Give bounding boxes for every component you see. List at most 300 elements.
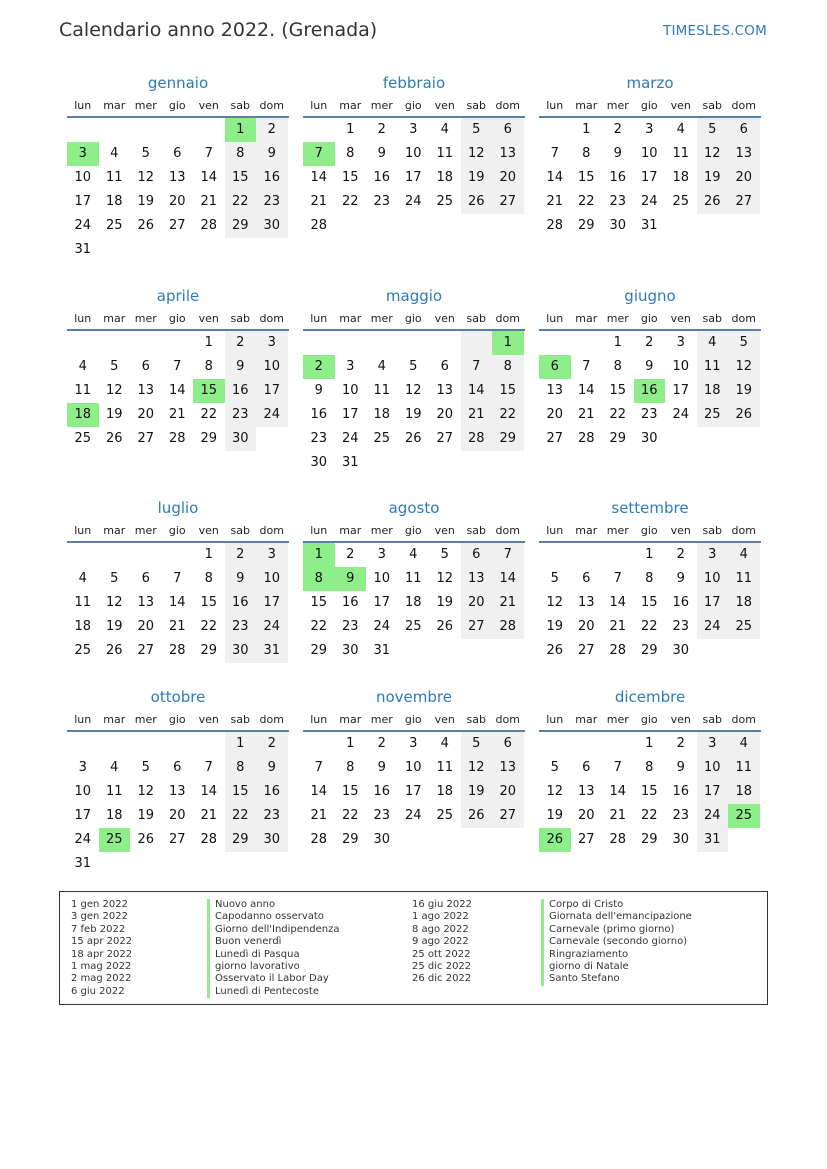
day-cell[interactable]: 17 <box>404 170 422 185</box>
day-cell[interactable]: 7 <box>303 142 335 166</box>
day-cell[interactable]: 20 <box>137 407 155 422</box>
day-cell[interactable]: 26 <box>404 431 422 446</box>
day-cell[interactable]: 7 <box>492 543 524 567</box>
day-cell[interactable]: 15 <box>341 784 359 799</box>
day-cell[interactable]: 6 <box>461 543 493 567</box>
day-cell[interactable]: 22 <box>640 808 658 823</box>
day-cell[interactable]: 3 <box>346 359 355 374</box>
day-cell[interactable]: 19 <box>137 808 155 823</box>
day-cell[interactable]: 24 <box>74 832 92 847</box>
day-cell[interactable]: 18 <box>373 407 391 422</box>
day-cell[interactable]: 19 <box>697 166 729 190</box>
day-cell[interactable]: 25 <box>672 194 690 209</box>
day-cell[interactable]: 5 <box>141 760 150 775</box>
day-cell[interactable]: 19 <box>461 780 493 804</box>
day-cell[interactable]: 23 <box>225 615 257 639</box>
day-cell[interactable]: 27 <box>577 832 595 847</box>
day-cell[interactable]: 29 <box>640 832 658 847</box>
day-cell[interactable]: 24 <box>373 619 391 634</box>
day-cell[interactable]: 20 <box>577 808 595 823</box>
day-cell[interactable]: 6 <box>141 359 150 374</box>
day-cell[interactable]: 19 <box>461 166 493 190</box>
day-cell[interactable]: 9 <box>377 760 386 775</box>
day-cell[interactable]: 28 <box>310 832 328 847</box>
day-cell[interactable]: 17 <box>404 784 422 799</box>
day-cell[interactable]: 5 <box>550 571 559 586</box>
day-cell[interactable]: 15 <box>200 595 218 610</box>
day-cell[interactable]: 22 <box>640 619 658 634</box>
day-cell[interactable]: 28 <box>200 218 218 233</box>
day-cell[interactable]: 25 <box>728 804 760 828</box>
day-cell[interactable]: 1 <box>303 543 335 567</box>
day-cell[interactable]: 30 <box>373 832 391 847</box>
day-cell[interactable]: 1 <box>225 732 257 756</box>
day-cell[interactable]: 11 <box>105 170 123 185</box>
day-cell[interactable]: 11 <box>404 571 422 586</box>
day-cell[interactable]: 10 <box>256 567 288 591</box>
day-cell[interactable]: 11 <box>672 146 690 161</box>
day-cell[interactable]: 28 <box>577 431 595 446</box>
day-cell[interactable]: 22 <box>200 407 218 422</box>
day-cell[interactable]: 26 <box>105 431 123 446</box>
day-cell[interactable]: 6 <box>173 146 182 161</box>
day-cell[interactable]: 30 <box>225 639 257 663</box>
day-cell[interactable]: 22 <box>225 804 257 828</box>
day-cell[interactable]: 19 <box>546 619 564 634</box>
day-cell[interactable]: 13 <box>492 142 524 166</box>
day-cell[interactable]: 6 <box>728 118 760 142</box>
day-cell[interactable]: 25 <box>105 218 123 233</box>
day-cell[interactable]: 26 <box>539 828 571 852</box>
day-cell[interactable]: 13 <box>168 784 186 799</box>
day-cell[interactable]: 1 <box>204 547 213 562</box>
day-cell[interactable]: 27 <box>492 190 524 214</box>
day-cell[interactable]: 31 <box>373 643 391 658</box>
day-cell[interactable]: 24 <box>404 194 422 209</box>
day-cell[interactable]: 12 <box>461 756 493 780</box>
day-cell[interactable]: 13 <box>168 170 186 185</box>
day-cell[interactable]: 6 <box>141 571 150 586</box>
day-cell[interactable]: 21 <box>492 591 524 615</box>
day-cell[interactable]: 27 <box>168 832 186 847</box>
day-cell[interactable]: 9 <box>676 571 685 586</box>
day-cell[interactable]: 31 <box>697 828 729 852</box>
day-cell[interactable]: 8 <box>225 756 257 780</box>
day-cell[interactable]: 30 <box>225 427 257 451</box>
day-cell[interactable]: 10 <box>404 146 422 161</box>
day-cell[interactable]: 1 <box>645 547 654 562</box>
day-cell[interactable]: 30 <box>310 455 328 470</box>
day-cell[interactable]: 7 <box>613 571 622 586</box>
day-cell[interactable]: 8 <box>204 359 213 374</box>
day-cell[interactable]: 15 <box>640 595 658 610</box>
day-cell[interactable]: 16 <box>609 170 627 185</box>
day-cell[interactable]: 17 <box>341 407 359 422</box>
day-cell[interactable]: 26 <box>546 643 564 658</box>
day-cell[interactable]: 16 <box>373 170 391 185</box>
day-cell[interactable]: 8 <box>225 142 257 166</box>
day-cell[interactable]: 17 <box>672 383 690 398</box>
day-cell[interactable]: 22 <box>200 619 218 634</box>
day-cell[interactable]: 2 <box>346 547 355 562</box>
day-cell[interactable]: 2 <box>676 547 685 562</box>
day-cell[interactable]: 22 <box>310 619 328 634</box>
day-cell[interactable]: 13 <box>137 595 155 610</box>
day-cell[interactable]: 31 <box>256 639 288 663</box>
day-cell[interactable]: 9 <box>256 142 288 166</box>
day-cell[interactable]: 24 <box>672 407 690 422</box>
day-cell[interactable]: 17 <box>74 194 92 209</box>
day-cell[interactable]: 2 <box>645 335 654 350</box>
day-cell[interactable]: 4 <box>676 122 685 137</box>
day-cell[interactable]: 14 <box>461 379 493 403</box>
day-cell[interactable]: 3 <box>645 122 654 137</box>
day-cell[interactable]: 23 <box>310 431 328 446</box>
day-cell[interactable]: 16 <box>341 595 359 610</box>
day-cell[interactable]: 11 <box>74 595 92 610</box>
day-cell[interactable]: 11 <box>436 146 454 161</box>
day-cell[interactable]: 10 <box>74 784 92 799</box>
day-cell[interactable]: 29 <box>492 427 524 451</box>
day-cell[interactable]: 27 <box>461 615 493 639</box>
day-cell[interactable]: 1 <box>645 736 654 751</box>
day-cell[interactable]: 13 <box>728 142 760 166</box>
day-cell[interactable]: 19 <box>404 407 422 422</box>
day-cell[interactable]: 23 <box>373 194 391 209</box>
day-cell[interactable]: 30 <box>672 832 690 847</box>
day-cell[interactable]: 25 <box>697 403 729 427</box>
day-cell[interactable]: 3 <box>78 760 87 775</box>
day-cell[interactable]: 20 <box>546 407 564 422</box>
day-cell[interactable]: 2 <box>225 331 257 355</box>
day-cell[interactable]: 7 <box>173 359 182 374</box>
day-cell[interactable]: 3 <box>377 547 386 562</box>
day-cell[interactable]: 27 <box>546 431 564 446</box>
day-cell[interactable]: 12 <box>105 595 123 610</box>
day-cell[interactable]: 29 <box>225 828 257 852</box>
day-cell[interactable]: 4 <box>440 736 449 751</box>
day-cell[interactable]: 30 <box>256 214 288 238</box>
day-cell[interactable]: 23 <box>256 190 288 214</box>
day-cell[interactable]: 25 <box>436 194 454 209</box>
day-cell[interactable]: 29 <box>640 643 658 658</box>
day-cell[interactable]: 3 <box>676 335 685 350</box>
day-cell[interactable]: 19 <box>546 808 564 823</box>
day-cell[interactable]: 18 <box>697 379 729 403</box>
day-cell[interactable]: 4 <box>110 146 119 161</box>
day-cell[interactable]: 12 <box>461 142 493 166</box>
day-cell[interactable]: 29 <box>609 431 627 446</box>
day-cell[interactable]: 24 <box>341 431 359 446</box>
day-cell[interactable]: 2 <box>225 543 257 567</box>
day-cell[interactable]: 5 <box>728 331 760 355</box>
day-cell[interactable]: 8 <box>613 359 622 374</box>
day-cell[interactable]: 20 <box>492 780 524 804</box>
day-cell[interactable]: 14 <box>310 170 328 185</box>
day-cell[interactable]: 3 <box>409 122 418 137</box>
day-cell[interactable]: 12 <box>546 784 564 799</box>
day-cell[interactable]: 3 <box>256 331 288 355</box>
day-cell[interactable]: 27 <box>436 431 454 446</box>
day-cell[interactable]: 6 <box>492 732 524 756</box>
day-cell[interactable]: 16 <box>310 407 328 422</box>
day-cell[interactable]: 29 <box>577 218 595 233</box>
day-cell[interactable]: 30 <box>256 828 288 852</box>
day-cell[interactable]: 27 <box>168 218 186 233</box>
day-cell[interactable]: 26 <box>461 804 493 828</box>
day-cell[interactable]: 28 <box>310 218 328 233</box>
day-cell[interactable]: 18 <box>728 591 760 615</box>
day-cell[interactable]: 11 <box>105 784 123 799</box>
day-cell[interactable]: 16 <box>256 166 288 190</box>
day-cell[interactable]: 21 <box>577 407 595 422</box>
day-cell[interactable]: 1 <box>204 335 213 350</box>
day-cell[interactable]: 4 <box>78 359 87 374</box>
day-cell[interactable]: 3 <box>67 142 99 166</box>
day-cell[interactable]: 16 <box>256 780 288 804</box>
day-cell[interactable]: 4 <box>728 543 760 567</box>
day-cell[interactable]: 5 <box>141 146 150 161</box>
day-cell[interactable]: 21 <box>609 808 627 823</box>
day-cell[interactable]: 29 <box>341 832 359 847</box>
day-cell[interactable]: 15 <box>193 379 225 403</box>
day-cell[interactable]: 13 <box>577 784 595 799</box>
day-cell[interactable]: 23 <box>256 804 288 828</box>
day-cell[interactable]: 6 <box>582 571 591 586</box>
day-cell[interactable]: 12 <box>404 383 422 398</box>
day-cell[interactable]: 16 <box>672 595 690 610</box>
day-cell[interactable]: 13 <box>137 383 155 398</box>
day-cell[interactable]: 21 <box>200 194 218 209</box>
day-cell[interactable]: 6 <box>539 355 571 379</box>
day-cell[interactable]: 17 <box>373 595 391 610</box>
day-cell[interactable]: 8 <box>346 760 355 775</box>
day-cell[interactable]: 1 <box>613 335 622 350</box>
day-cell[interactable]: 9 <box>613 146 622 161</box>
day-cell[interactable]: 8 <box>582 146 591 161</box>
day-cell[interactable]: 12 <box>546 595 564 610</box>
day-cell[interactable]: 17 <box>74 808 92 823</box>
day-cell[interactable]: 21 <box>200 808 218 823</box>
day-cell[interactable]: 4 <box>728 732 760 756</box>
day-cell[interactable]: 23 <box>672 619 690 634</box>
day-cell[interactable]: 20 <box>728 166 760 190</box>
day-cell[interactable]: 22 <box>341 808 359 823</box>
day-cell[interactable]: 15 <box>225 780 257 804</box>
day-cell[interactable]: 5 <box>409 359 418 374</box>
day-cell[interactable]: 4 <box>110 760 119 775</box>
day-cell[interactable]: 10 <box>404 760 422 775</box>
day-cell[interactable]: 26 <box>461 190 493 214</box>
day-cell[interactable]: 28 <box>168 643 186 658</box>
day-cell[interactable]: 5 <box>461 118 493 142</box>
day-cell[interactable]: 12 <box>137 170 155 185</box>
day-cell[interactable]: 21 <box>609 619 627 634</box>
day-cell[interactable]: 24 <box>697 804 729 828</box>
day-cell[interactable]: 15 <box>492 379 524 403</box>
day-cell[interactable]: 14 <box>310 784 328 799</box>
day-cell[interactable]: 17 <box>697 780 729 804</box>
day-cell[interactable]: 5 <box>110 571 119 586</box>
day-cell[interactable]: 7 <box>582 359 591 374</box>
day-cell[interactable]: 23 <box>225 403 257 427</box>
day-cell[interactable]: 8 <box>645 760 654 775</box>
day-cell[interactable]: 14 <box>492 567 524 591</box>
day-cell[interactable]: 14 <box>546 170 564 185</box>
day-cell[interactable]: 25 <box>728 615 760 639</box>
day-cell[interactable]: 12 <box>728 355 760 379</box>
day-cell[interactable]: 4 <box>440 122 449 137</box>
day-cell[interactable]: 6 <box>492 118 524 142</box>
day-cell[interactable]: 15 <box>577 170 595 185</box>
day-cell[interactable]: 4 <box>377 359 386 374</box>
day-cell[interactable]: 24 <box>697 615 729 639</box>
day-cell[interactable]: 15 <box>225 166 257 190</box>
day-cell[interactable]: 3 <box>697 732 729 756</box>
day-cell[interactable]: 1 <box>346 122 355 137</box>
day-cell[interactable]: 6 <box>440 359 449 374</box>
day-cell[interactable]: 20 <box>577 619 595 634</box>
day-cell[interactable]: 17 <box>256 591 288 615</box>
day-cell[interactable]: 6 <box>582 760 591 775</box>
day-cell[interactable]: 18 <box>436 784 454 799</box>
day-cell[interactable]: 9 <box>377 146 386 161</box>
day-cell[interactable]: 14 <box>168 383 186 398</box>
day-cell[interactable]: 24 <box>640 194 658 209</box>
day-cell[interactable]: 2 <box>256 118 288 142</box>
day-cell[interactable]: 21 <box>461 403 493 427</box>
day-cell[interactable]: 22 <box>341 194 359 209</box>
day-cell[interactable]: 19 <box>436 595 454 610</box>
day-cell[interactable]: 29 <box>200 431 218 446</box>
day-cell[interactable]: 17 <box>256 379 288 403</box>
day-cell[interactable]: 11 <box>436 760 454 775</box>
day-cell[interactable]: 29 <box>225 214 257 238</box>
day-cell[interactable]: 26 <box>105 643 123 658</box>
day-cell[interactable]: 16 <box>225 379 257 403</box>
day-cell[interactable]: 20 <box>168 194 186 209</box>
day-cell[interactable]: 22 <box>492 403 524 427</box>
day-cell[interactable]: 11 <box>74 383 92 398</box>
day-cell[interactable]: 15 <box>640 784 658 799</box>
day-cell[interactable]: 14 <box>200 170 218 185</box>
day-cell[interactable]: 20 <box>436 407 454 422</box>
day-cell[interactable]: 12 <box>105 383 123 398</box>
day-cell[interactable]: 7 <box>314 760 323 775</box>
day-cell[interactable]: 20 <box>461 591 493 615</box>
day-cell[interactable]: 2 <box>676 736 685 751</box>
day-cell[interactable]: 7 <box>613 760 622 775</box>
day-cell[interactable]: 2 <box>303 355 335 379</box>
day-cell[interactable]: 23 <box>672 808 690 823</box>
day-cell[interactable]: 14 <box>168 595 186 610</box>
day-cell[interactable]: 31 <box>74 242 92 257</box>
day-cell[interactable]: 6 <box>173 760 182 775</box>
day-cell[interactable]: 24 <box>256 615 288 639</box>
day-cell[interactable]: 20 <box>492 166 524 190</box>
day-cell[interactable]: 5 <box>110 359 119 374</box>
day-cell[interactable]: 10 <box>74 170 92 185</box>
day-cell[interactable]: 26 <box>137 832 155 847</box>
day-cell[interactable]: 25 <box>373 431 391 446</box>
day-cell[interactable]: 26 <box>728 403 760 427</box>
day-cell[interactable]: 31 <box>640 218 658 233</box>
day-cell[interactable]: 23 <box>609 194 627 209</box>
day-cell[interactable]: 7 <box>173 571 182 586</box>
day-cell[interactable]: 13 <box>546 383 564 398</box>
day-cell[interactable]: 1 <box>492 331 524 355</box>
day-cell[interactable]: 21 <box>546 194 564 209</box>
day-cell[interactable]: 2 <box>256 732 288 756</box>
day-cell[interactable]: 18 <box>436 170 454 185</box>
day-cell[interactable]: 25 <box>99 828 131 852</box>
day-cell[interactable]: 11 <box>728 756 760 780</box>
day-cell[interactable]: 14 <box>577 383 595 398</box>
day-cell[interactable]: 4 <box>697 331 729 355</box>
day-cell[interactable]: 5 <box>550 760 559 775</box>
day-cell[interactable]: 14 <box>200 784 218 799</box>
day-cell[interactable]: 23 <box>373 808 391 823</box>
day-cell[interactable]: 9 <box>645 359 654 374</box>
day-cell[interactable]: 11 <box>697 355 729 379</box>
day-cell[interactable]: 22 <box>577 194 595 209</box>
day-cell[interactable]: 4 <box>409 547 418 562</box>
day-cell[interactable]: 8 <box>303 567 335 591</box>
day-cell[interactable]: 10 <box>640 146 658 161</box>
day-cell[interactable]: 1 <box>346 736 355 751</box>
day-cell[interactable]: 21 <box>310 194 328 209</box>
day-cell[interactable]: 8 <box>204 571 213 586</box>
day-cell[interactable]: 21 <box>168 407 186 422</box>
day-cell[interactable]: 31 <box>341 455 359 470</box>
day-cell[interactable]: 24 <box>404 808 422 823</box>
day-cell[interactable]: 2 <box>613 122 622 137</box>
day-cell[interactable]: 18 <box>672 170 690 185</box>
day-cell[interactable]: 10 <box>697 756 729 780</box>
day-cell[interactable]: 26 <box>137 218 155 233</box>
day-cell[interactable]: 25 <box>404 619 422 634</box>
day-cell[interactable]: 2 <box>377 736 386 751</box>
day-cell[interactable]: 3 <box>256 543 288 567</box>
day-cell[interactable]: 9 <box>225 355 257 379</box>
day-cell[interactable]: 9 <box>335 567 367 591</box>
day-cell[interactable]: 19 <box>105 619 123 634</box>
day-cell[interactable]: 13 <box>436 383 454 398</box>
day-cell[interactable]: 5 <box>697 118 729 142</box>
day-cell[interactable]: 30 <box>640 431 658 446</box>
day-cell[interactable]: 23 <box>640 407 658 422</box>
day-cell[interactable]: 14 <box>609 595 627 610</box>
brand-link[interactable]: TIMESLES.COM <box>663 23 767 39</box>
day-cell[interactable]: 18 <box>105 194 123 209</box>
day-cell[interactable]: 11 <box>728 567 760 591</box>
day-cell[interactable]: 1 <box>582 122 591 137</box>
day-cell[interactable]: 16 <box>672 784 690 799</box>
day-cell[interactable]: 27 <box>492 804 524 828</box>
day-cell[interactable]: 9 <box>225 567 257 591</box>
day-cell[interactable]: 24 <box>74 218 92 233</box>
day-cell[interactable]: 10 <box>697 567 729 591</box>
day-cell[interactable]: 18 <box>404 595 422 610</box>
day-cell[interactable]: 18 <box>105 808 123 823</box>
day-cell[interactable]: 28 <box>609 643 627 658</box>
day-cell[interactable]: 20 <box>137 619 155 634</box>
day-cell[interactable]: 18 <box>728 780 760 804</box>
day-cell[interactable]: 8 <box>645 571 654 586</box>
day-cell[interactable]: 4 <box>78 571 87 586</box>
day-cell[interactable]: 28 <box>461 427 493 451</box>
day-cell[interactable]: 2 <box>377 122 386 137</box>
